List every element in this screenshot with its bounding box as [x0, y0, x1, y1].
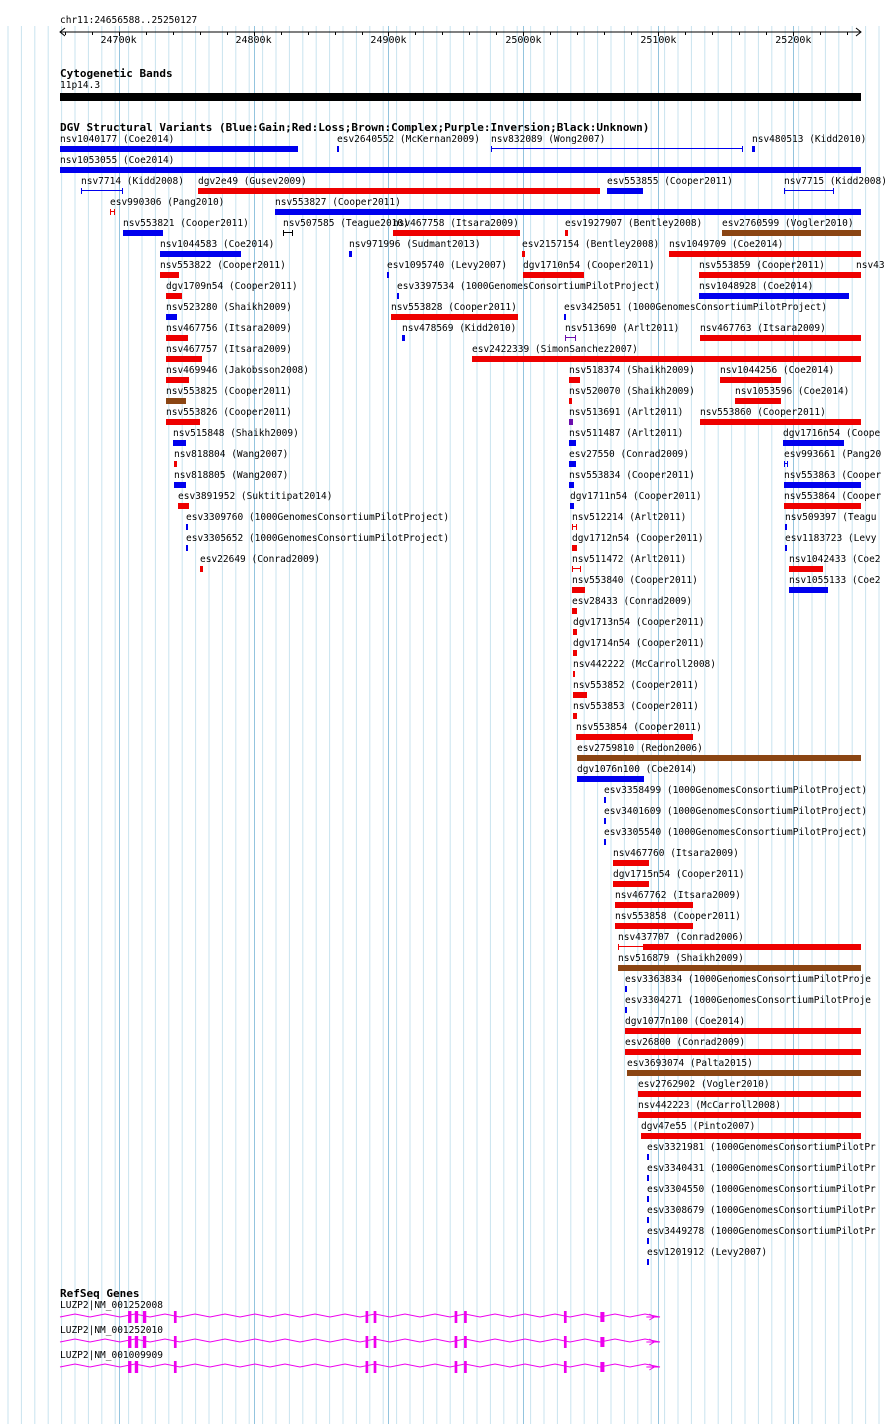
sv-label: nsv553863 (Cooper	[784, 470, 882, 481]
sv-label: esv1927907 (Bentley2008)	[565, 218, 703, 229]
sv-label: esv2762902 (Vogler2010)	[638, 1079, 770, 1090]
gene-exon	[128, 1336, 131, 1348]
gene-exon	[600, 1312, 604, 1322]
gene-exon	[128, 1311, 131, 1323]
sv-label: dgv1715n54 (Cooper2011)	[613, 869, 745, 880]
sv-label: esv3425051 (1000GenomesConsortiumPilotProject)	[564, 302, 828, 313]
sv-label: dgv1711n54 (Cooper2011)	[570, 491, 702, 502]
sv-label: nsv511472 (Arlt2011)	[572, 554, 687, 565]
sv-label: nsv553864 (Cooper	[784, 491, 882, 502]
gene-exon	[564, 1361, 567, 1373]
sv-label: esv2422339 (SimonSanchez2007)	[472, 344, 638, 355]
sv-label: nsv478569 (Kidd2010)	[402, 323, 517, 334]
sv-label: nsv467758 (Itsara2009)	[393, 218, 519, 229]
sv-label: nsv1055133 (Coe2	[789, 575, 881, 586]
sv-label: nsv553853 (Cooper2011)	[573, 701, 699, 712]
sv-label: nsv513690 (Arlt2011)	[565, 323, 680, 334]
sv-label: dgv1716n54 (Coope	[783, 428, 881, 439]
sv-label: esv3308679 (1000GenomesConsortiumPilotPr	[647, 1205, 876, 1216]
gene-exon	[464, 1311, 467, 1323]
sv-label: nsv511487 (Arlt2011)	[569, 428, 684, 439]
sv-label: nsv513691 (Arlt2011)	[569, 407, 684, 418]
sv-label: esv3363834 (1000GenomesConsortiumPilotProje	[625, 974, 871, 985]
sv-label: esv1201912 (Levy2007)	[647, 1247, 768, 1258]
sv-label: nsv1048928 (Coe2014)	[699, 281, 814, 292]
sv-label: nsv1044256 (Coe2014)	[720, 365, 835, 376]
sv-label: esv1095740 (Levy2007)	[387, 260, 508, 271]
sv-label: nsv818805 (Wang2007)	[174, 470, 289, 481]
sv-label: dgv2e49 (Gusev2009)	[198, 176, 307, 187]
sv-label: esv990306 (Pang2010)	[110, 197, 225, 208]
sv-label: nsv467756 (Itsara2009)	[166, 323, 292, 334]
gene-exon	[366, 1336, 369, 1348]
sv-label: nsv553822 (Cooper2011)	[160, 260, 286, 271]
sv-label: nsv442223 (McCarroll2008)	[638, 1100, 781, 1111]
sv-label: nsv523280 (Shaikh2009)	[166, 302, 292, 313]
sv-label: esv1183723 (Levy	[785, 533, 877, 544]
ruler-tick-label: 25000k	[505, 35, 542, 46]
sv-label: nsv553828 (Cooper2011)	[391, 302, 517, 313]
sv-label: esv3304271 (1000GenomesConsortiumPilotProje	[625, 995, 871, 1006]
sv-label: esv3401609 (1000GenomesConsortiumPilotProject)	[604, 806, 868, 817]
sv-label: dgv1710n54 (Cooper2011)	[523, 260, 655, 271]
dgv-track-title: DGV Structural Variants (Blue:Gain;Red:Loss;Brown:Complex;Purple:Inversion;Black:Unknown)	[60, 121, 650, 134]
sv-label: dgv1709n54 (Cooper2011)	[166, 281, 298, 292]
sv-label: esv3358499 (1000GenomesConsortiumPilotProject)	[604, 785, 868, 796]
gene-exon	[455, 1361, 458, 1373]
ruler-tick-label: 25100k	[640, 35, 677, 46]
sv-label: dgv1712n54 (Cooper2011)	[572, 533, 704, 544]
refseq-track-title: RefSeq Genes	[60, 1287, 140, 1300]
ruler-tick-label: 25200k	[775, 35, 812, 46]
sv-label: nsv553852 (Cooper2011)	[573, 680, 699, 691]
sv-label: dgv1076n100 (Coe2014)	[577, 764, 698, 775]
sv-label: nsv553834 (Cooper2011)	[569, 470, 695, 481]
gene-label: LUZP2|NM_001252008	[60, 1300, 163, 1311]
gene-label: LUZP2|NM_001252010	[60, 1325, 163, 1336]
sv-label: nsv467760 (Itsara2009)	[613, 848, 739, 859]
sv-label: esv3304550 (1000GenomesConsortiumPilotPr	[647, 1184, 876, 1195]
sv-label: esv2759810 (Redon2006)	[577, 743, 703, 754]
gene-exon	[143, 1336, 146, 1348]
sv-label: esv3397534 (1000GenomesConsortiumPilotProject)	[397, 281, 661, 292]
gene-exon	[174, 1336, 177, 1348]
sv-label: nsv467757 (Itsara2009)	[166, 344, 292, 355]
sv-label: nsv553825 (Cooper2011)	[166, 386, 292, 397]
sv-label: dgv1714n54 (Cooper2011)	[573, 638, 705, 649]
sv-label: esv3321981 (1000GenomesConsortiumPilotPr	[647, 1142, 876, 1153]
sv-label: nsv7715 (Kidd2008)	[784, 176, 887, 187]
sv-label: esv2760599 (Vogler2010)	[722, 218, 854, 229]
gene-model	[0, 1335, 890, 1349]
sv-label: nsv553821 (Cooper2011)	[123, 218, 249, 229]
sv-label: nsv518374 (Shaikh2009)	[569, 365, 695, 376]
sv-label: nsv971996 (Sudmant2013)	[349, 239, 481, 250]
sv-label: nsv553827 (Cooper2011)	[275, 197, 401, 208]
ruler-tick-label: 24700k	[100, 35, 137, 46]
ruler-tick-label: 24900k	[370, 35, 407, 46]
gene-model	[0, 1360, 890, 1374]
sv-label: esv26800 (Conrad2009)	[625, 1037, 746, 1048]
sv-label: nsv553859 (Cooper2011)	[699, 260, 825, 271]
sv-label: nsv516879 (Shaikh2009)	[618, 953, 744, 964]
sv-label: nsv515848 (Shaikh2009)	[173, 428, 299, 439]
sv-label: esv553855 (Cooper2011)	[607, 176, 733, 187]
sv-label: nsv509397 (Teagu	[785, 512, 877, 523]
sv-label: esv993661 (Pang20	[784, 449, 882, 460]
cytoband-name: 11p14.3	[60, 80, 101, 91]
gene-intron-line	[60, 1314, 660, 1317]
sv-label: esv3693074 (Palta2015)	[627, 1058, 753, 1069]
sv-label: dgv47e55 (Pinto2007)	[641, 1121, 756, 1132]
sv-label: nsv832089 (Wong2007)	[491, 134, 606, 145]
gene-exon	[374, 1311, 377, 1323]
sv-label: esv2157154 (Bentley2008)	[522, 239, 660, 250]
gene-exon	[135, 1336, 138, 1348]
sv-label: nsv467762 (Itsara2009)	[615, 890, 741, 901]
gene-exon	[135, 1361, 138, 1373]
sv-label: esv27550 (Conrad2009)	[569, 449, 690, 460]
gene-exon	[174, 1311, 177, 1323]
cytoband-track-title: Cytogenetic Bands	[60, 67, 173, 80]
gene-exon	[600, 1362, 604, 1372]
gene-exon	[564, 1311, 567, 1323]
gene-exon	[455, 1336, 458, 1348]
sv-label: esv3340431 (1000GenomesConsortiumPilotPr	[647, 1163, 876, 1174]
sv-label: esv3309760 (1000GenomesConsortiumPilotProject)	[186, 512, 450, 523]
sv-label: nsv507585 (Teague2010)	[283, 218, 409, 229]
sv-label: esv3891952 (Suktitipat2014)	[178, 491, 333, 502]
gene-exon	[464, 1361, 467, 1373]
gene-intron-line	[60, 1364, 660, 1367]
sv-label: nsv7714 (Kidd2008)	[81, 176, 184, 187]
gene-exon	[374, 1361, 377, 1373]
sv-label: nsv43	[856, 260, 885, 271]
sv-label: nsv442222 (McCarroll2008)	[573, 659, 716, 670]
gene-exon	[374, 1336, 377, 1348]
sv-label: nsv553840 (Cooper2011)	[572, 575, 698, 586]
sv-label: esv2640552 (McKernan2009)	[337, 134, 480, 145]
sv-label: esv3305540 (1000GenomesConsortiumPilotProject)	[604, 827, 868, 838]
sv-label: nsv1049709 (Coe2014)	[669, 239, 784, 250]
sv-label: nsv1053596 (Coe2014)	[735, 386, 850, 397]
gene-model	[0, 1310, 890, 1324]
sv-label: dgv1713n54 (Cooper2011)	[573, 617, 705, 628]
sv-label: nsv437707 (Conrad2006)	[618, 932, 744, 943]
sv-label: nsv1044583 (Coe2014)	[160, 239, 275, 250]
ruler-tick-label: 24800k	[235, 35, 272, 46]
gene-label: LUZP2|NM_001009909	[60, 1350, 163, 1361]
gene-exon	[135, 1311, 138, 1323]
gene-exon	[366, 1361, 369, 1373]
sv-label: nsv553854 (Cooper2011)	[576, 722, 702, 733]
gene-exon	[128, 1361, 131, 1373]
gene-intron-line	[60, 1339, 660, 1342]
sv-label: nsv512214 (Arlt2011)	[572, 512, 687, 523]
sv-label: esv28433 (Conrad2009)	[572, 596, 693, 607]
gene-exon	[564, 1336, 567, 1348]
sv-label: dgv1077n100 (Coe2014)	[625, 1016, 746, 1027]
sv-label: nsv480513 (Kidd2010)	[752, 134, 867, 145]
sv-label: nsv469946 (Jakobsson2008)	[166, 365, 309, 376]
gene-exon	[143, 1311, 146, 1323]
sv-label: nsv1053055 (Coe2014)	[60, 155, 175, 166]
region-coordinates: chr11:24656588..25250127	[60, 15, 198, 26]
gene-exon	[455, 1311, 458, 1323]
sv-label: nsv553860 (Cooper2011)	[700, 407, 826, 418]
gene-exon	[600, 1337, 604, 1347]
sv-label: nsv520070 (Shaikh2009)	[569, 386, 695, 397]
sv-label: nsv553826 (Cooper2011)	[166, 407, 292, 418]
gene-exon	[464, 1336, 467, 1348]
gene-exon	[174, 1361, 177, 1373]
sv-label: nsv553858 (Cooper2011)	[615, 911, 741, 922]
gene-exon	[366, 1311, 369, 1323]
sv-label: esv3305652 (1000GenomesConsortiumPilotProject)	[186, 533, 450, 544]
sv-label: nsv818804 (Wang2007)	[174, 449, 289, 460]
sv-label: esv22649 (Conrad2009)	[200, 554, 321, 565]
sv-label: esv3449278 (1000GenomesConsortiumPilotPr	[647, 1226, 876, 1237]
sv-label: nsv1040177 (Coe2014)	[60, 134, 175, 145]
sv-label: nsv467763 (Itsara2009)	[700, 323, 826, 334]
sv-label: nsv1042433 (Coe2	[789, 554, 881, 565]
